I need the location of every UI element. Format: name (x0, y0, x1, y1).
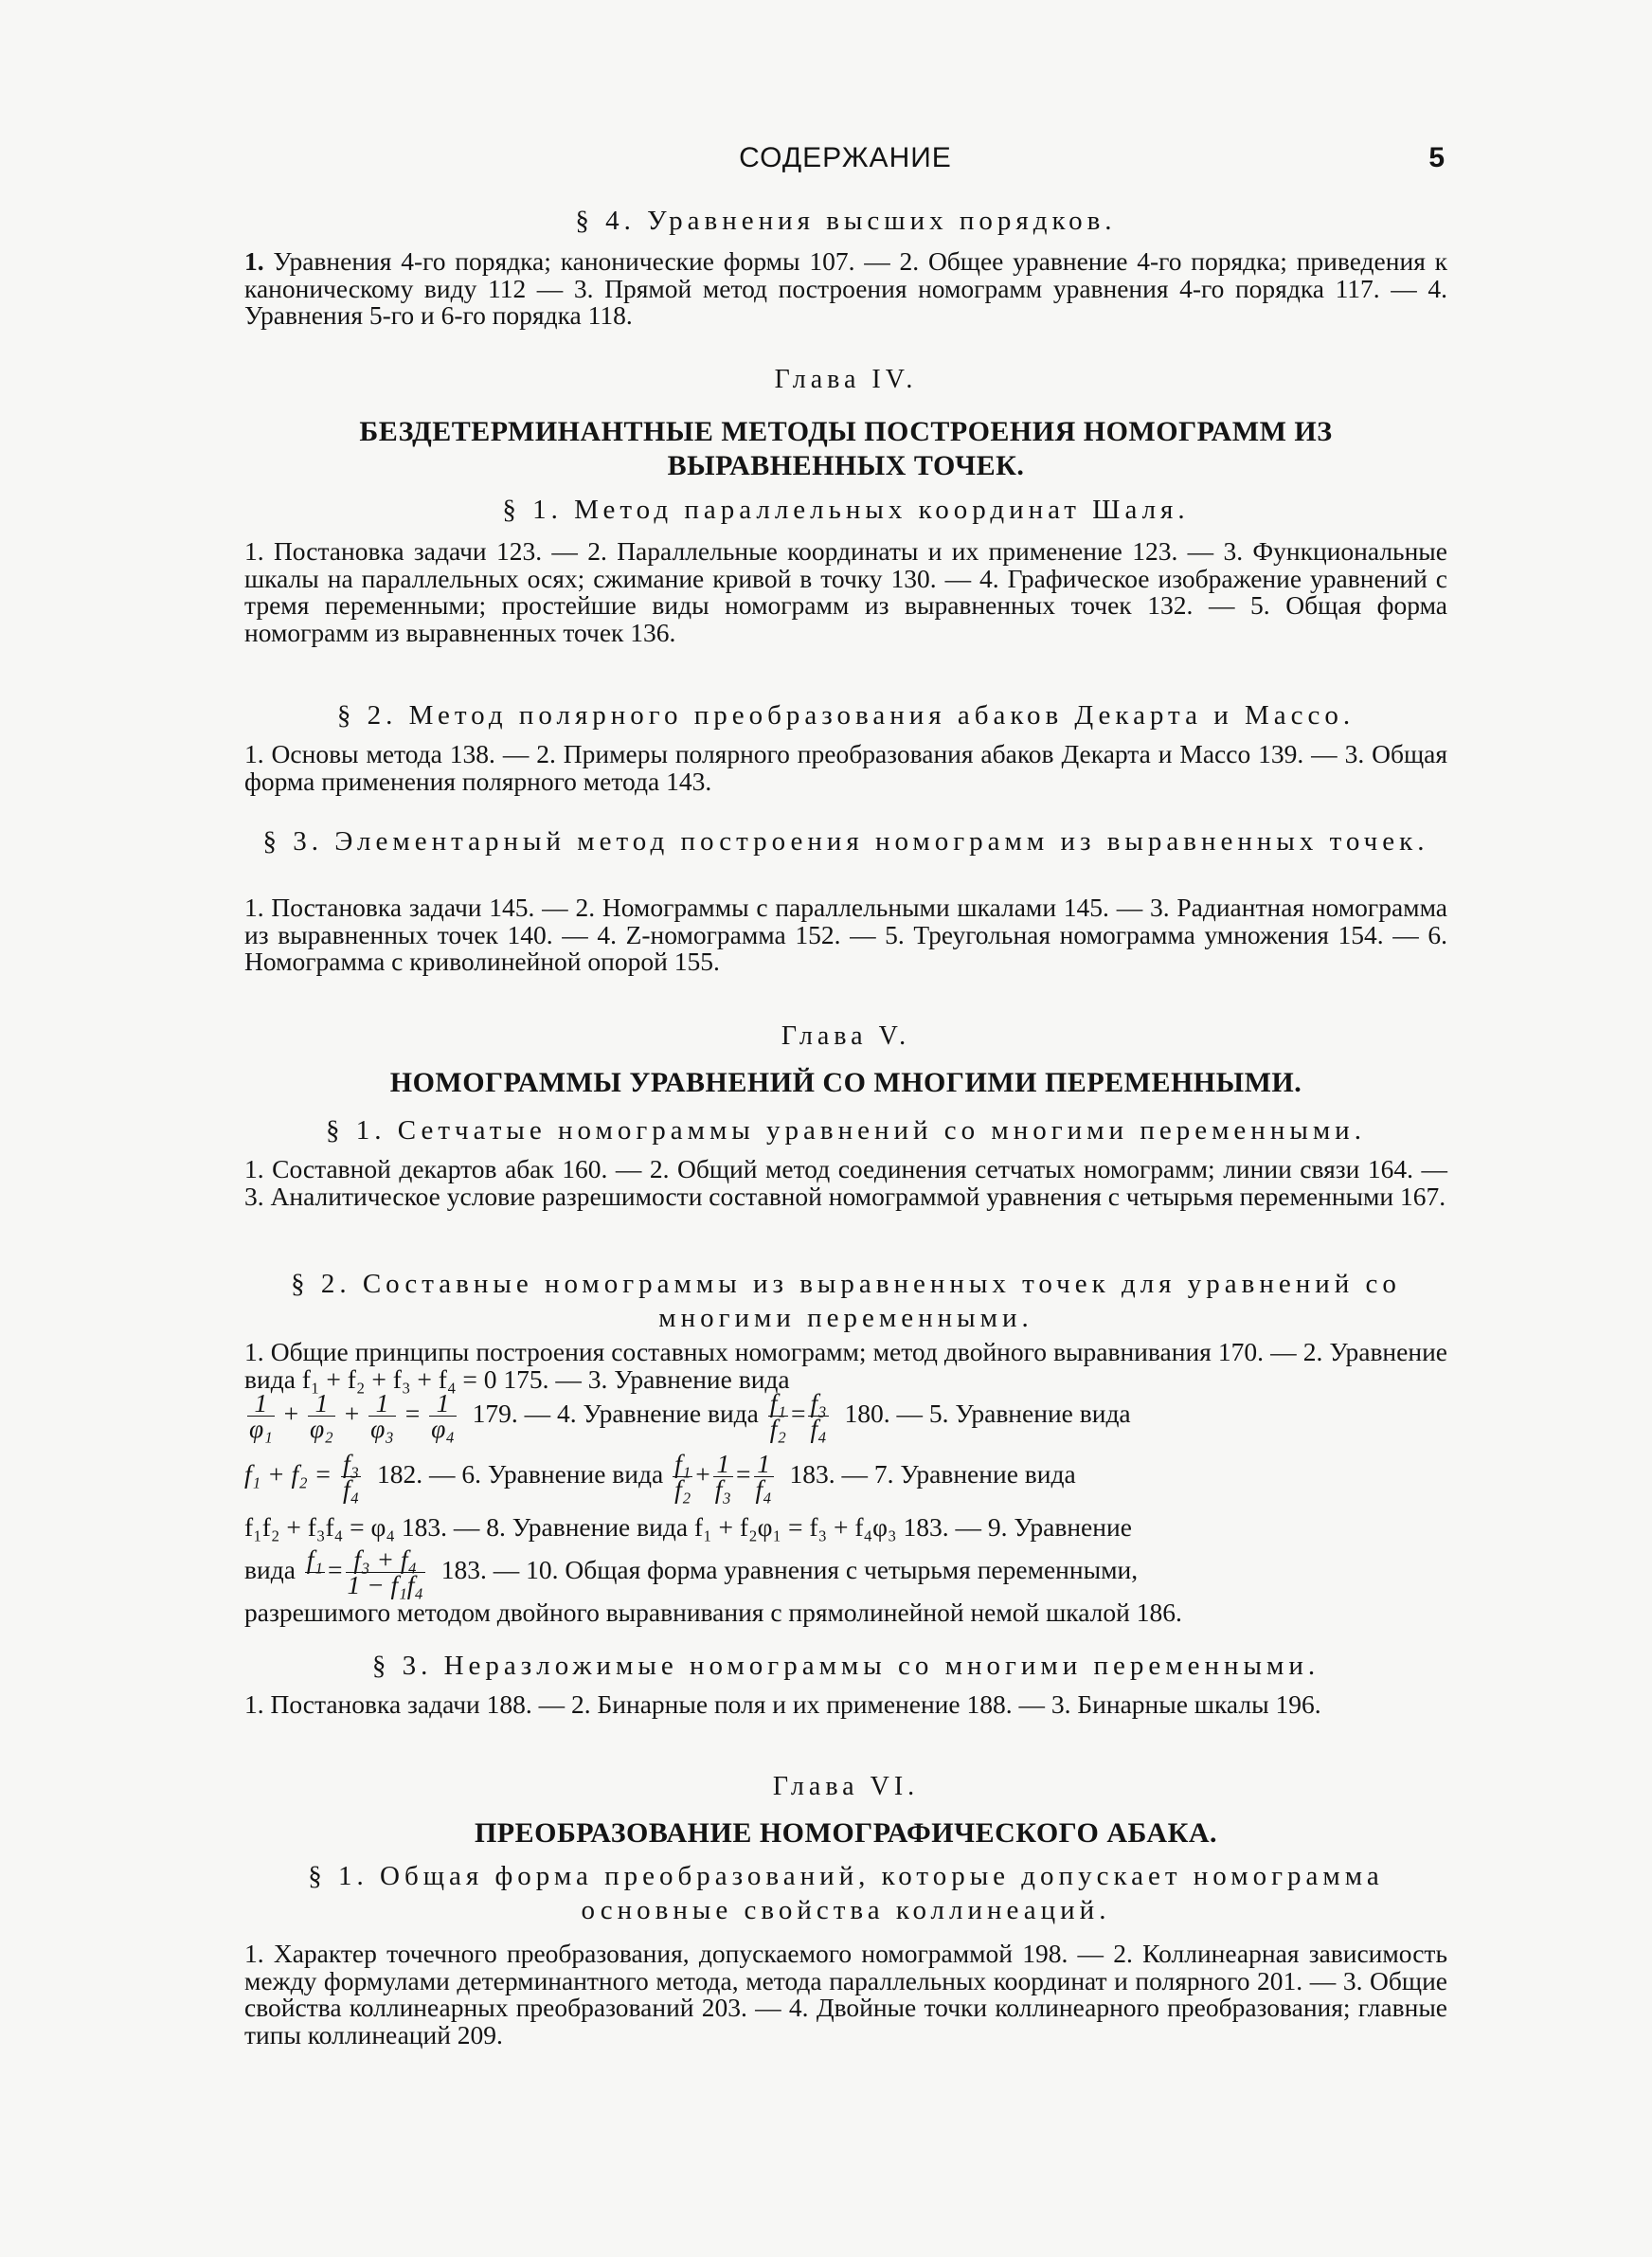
section-body: 1. Составной декартов абак 160. — 2. Общий метод соединения сетчатых номограмм; линии связи 164. — 3. Аналитическое условие разрешимости составной номограммой уравнения с четырьмя переменными 167. (244, 1154, 1447, 1211)
section-heading: § 3. Элементарный метод построения номограмм из выравненных точек. (262, 826, 1429, 857)
fraction: $\frac{1}{\text{f₃}}$ (714, 1449, 731, 1504)
chapter-label: Глава V. (781, 1021, 911, 1051)
section-body: 1. Постановка задачи 123. — 2. Параллельные координаты и их применение 123. — 3. Функциональные шкалы на параллельных осях; сжимание кривой в точку 130. — 4. Графическое изображение уравнений с тремя переменными; простейшие виды номограмм из выравненных точек 132. — 5. Общая форма номограмм из выравненных точек 136. (244, 536, 1447, 647)
section-heading: § 1. Сетчатые номограммы уравнений со многими переменными. (326, 1115, 1366, 1146)
section-heading: § 2. Метод полярного преобразования абаков Декарта и Массо. (336, 700, 1356, 731)
section-heading: § 1. Общая форма преобразований, которые допускает номограмма основные свойства коллинеаций. (308, 1861, 1384, 1925)
formula-line: вида f₁ = $\frac{\text{f₃ + f₄}}{\text{1 − f₁f₄}}$ 183. — 10. Общая форма уравнения с четырьмя переменными, (244, 1544, 1139, 1599)
chapter-label: Глава VI. (772, 1772, 920, 1801)
section-body: 1. Постановка задачи 145. — 2. Номограммы с параллельными шкалами 145. — 3. Радиантная номограмма из выравненных точек 140. — 4. Z-номограмма 152. — 5. Треугольная номограмма умножения 154. — 6. Номограмма с криволинейной опорой 155. (244, 893, 1447, 976)
formula-line: f₁ + f₂ = $\frac{\text{f₃}}{\text{f₄}}$ 182. — 6. Уравнение вида $\frac{\text{f₁}}{\text{f₂}}$ + $\frac{1}{\text{f₃}}$ = $\frac{1}{\text{f₄}}$ 183. — 7. Уравнение вида (244, 1449, 1076, 1504)
running-header (246, 142, 1445, 180)
chapter-title: ПРЕОБРАЗОВАНИЕ НОМОГРАФИЧЕСКОГО АБАКА. (474, 1817, 1218, 1849)
fraction: $\frac{1}{\text{φ₁}}$ (249, 1388, 273, 1443)
fraction: $\frac{1}{\text{f₄}}$ (755, 1449, 772, 1504)
running-title: СОДЕРЖАНИЕ (739, 142, 952, 173)
formula-line: $\frac{1}{\text{φ₁}}$ + $\frac{1}{\text{φ₂}}$ + $\frac{1}{\text{φ₃}}$ = $\frac{1}{\text{φ₄}}$ 179. — 4. Уравнение вида $\frac{\text{f₁}}{\text{f₂}}$ = $\frac{\text{f₃}}{\text{f₄}}$ 180. — 5. Уравнение вида (249, 1388, 1131, 1443)
formula-line: 1. Общие принципы построения составных номограмм; метод двойного выравнивания 170. — 2. Уравнение вида f₁ + f₂ + f₃ + f₄ = 0 175. — 3. Уравнение вида (244, 1337, 1447, 1394)
page-number: 5 (1428, 142, 1445, 173)
chapter-title: БЕЗДЕТЕРМИНАНТНЫЕ МЕТОДЫ ПОСТРОЕНИЯ НОМОГРАММ ИЗ ВЫРАВНЕННЫХ ТОЧЕК. (359, 416, 1333, 481)
section-higher-order (244, 204, 1447, 238)
fraction: $\frac{\text{f₃}}{\text{f₄}}$ (343, 1449, 360, 1504)
chapter-title: НОМОГРАММЫ УРАВНЕНИЙ СО МНОГИМИ ПЕРЕМЕННЫМИ. (389, 1067, 1302, 1098)
formula-line: f₁f₂ + f₃f₄ = φ₄ 183. — 8. Уравнение вида f₁ + f₂φ₁ = f₃ + f₄φ₃ 183. — 9. Уравнение (244, 1512, 1132, 1542)
section-heading: § 2. Составные номограммы из выравненных точек для уравнений со многими переменными. (291, 1269, 1401, 1333)
fraction: f₁ (306, 1544, 323, 1574)
fraction: $\frac{1}{\text{φ₃}}$ (370, 1388, 394, 1443)
section-body: 1. Постановка задачи 188. — 2. Бинарные поля и их применение 188. — 3. Бинарные шкалы 196. (244, 1689, 1321, 1719)
fraction: $\frac{1}{\text{φ₄}}$ (431, 1388, 455, 1443)
formula-line: разрешимого методом двойного выравнивания с прямолинейной немой шкалой 186. (244, 1598, 1182, 1627)
section-heading: § 4. Уравнения высших порядков. (575, 206, 1117, 236)
section-heading: § 1. Метод параллельных координат Шаля. (502, 495, 1190, 525)
fraction: $\frac{\text{f₃}}{\text{f₄}}$ (810, 1388, 827, 1443)
fraction: $\frac{\text{f₁}}{\text{f₂}}$ (674, 1449, 691, 1504)
fraction: $\frac{1}{\text{φ₂}}$ (310, 1388, 333, 1443)
chapter-label: Глава IV. (774, 365, 918, 394)
section-heading: § 3. Неразложимые номограммы со многими переменными. (371, 1651, 1320, 1681)
section-body: 1. Основы метода 138. — 2. Примеры полярного преобразования абаков Декарта и Массо 139. — 3. Общая форма применения полярного метода 143. (244, 739, 1447, 796)
fraction: $\frac{\text{f₃ + f₄}}{\text{1 − f₁f₄}}$ (347, 1544, 423, 1599)
section-body (244, 1339, 1447, 1393)
section-body: 1. Характер точечного преобразования, допускаемого номограммой 198. — 2. Коллинеарная зависимость между формулами детерминантного метода, метода параллельных координат и полярного 201. — 3. Общие свойства коллинеарных преобразований 203. — 4. Двойные точки коллинеарного преобразования; главные типы коллинеаций 209. (244, 1939, 1447, 2049)
section-body: 1. Уравнения 4-го порядка; канонические формы 107. — 2. Общее уравнение 4-го порядка; приведения к каноническому виду 112 — 3. Прямой метод построения номограмм уравнения 4-го порядка 117. — 4. Уравнения 5-го и 6-го порядка 118. (244, 246, 1447, 330)
fraction: $\frac{\text{f₁}}{\text{f₂}}$ (769, 1388, 786, 1443)
